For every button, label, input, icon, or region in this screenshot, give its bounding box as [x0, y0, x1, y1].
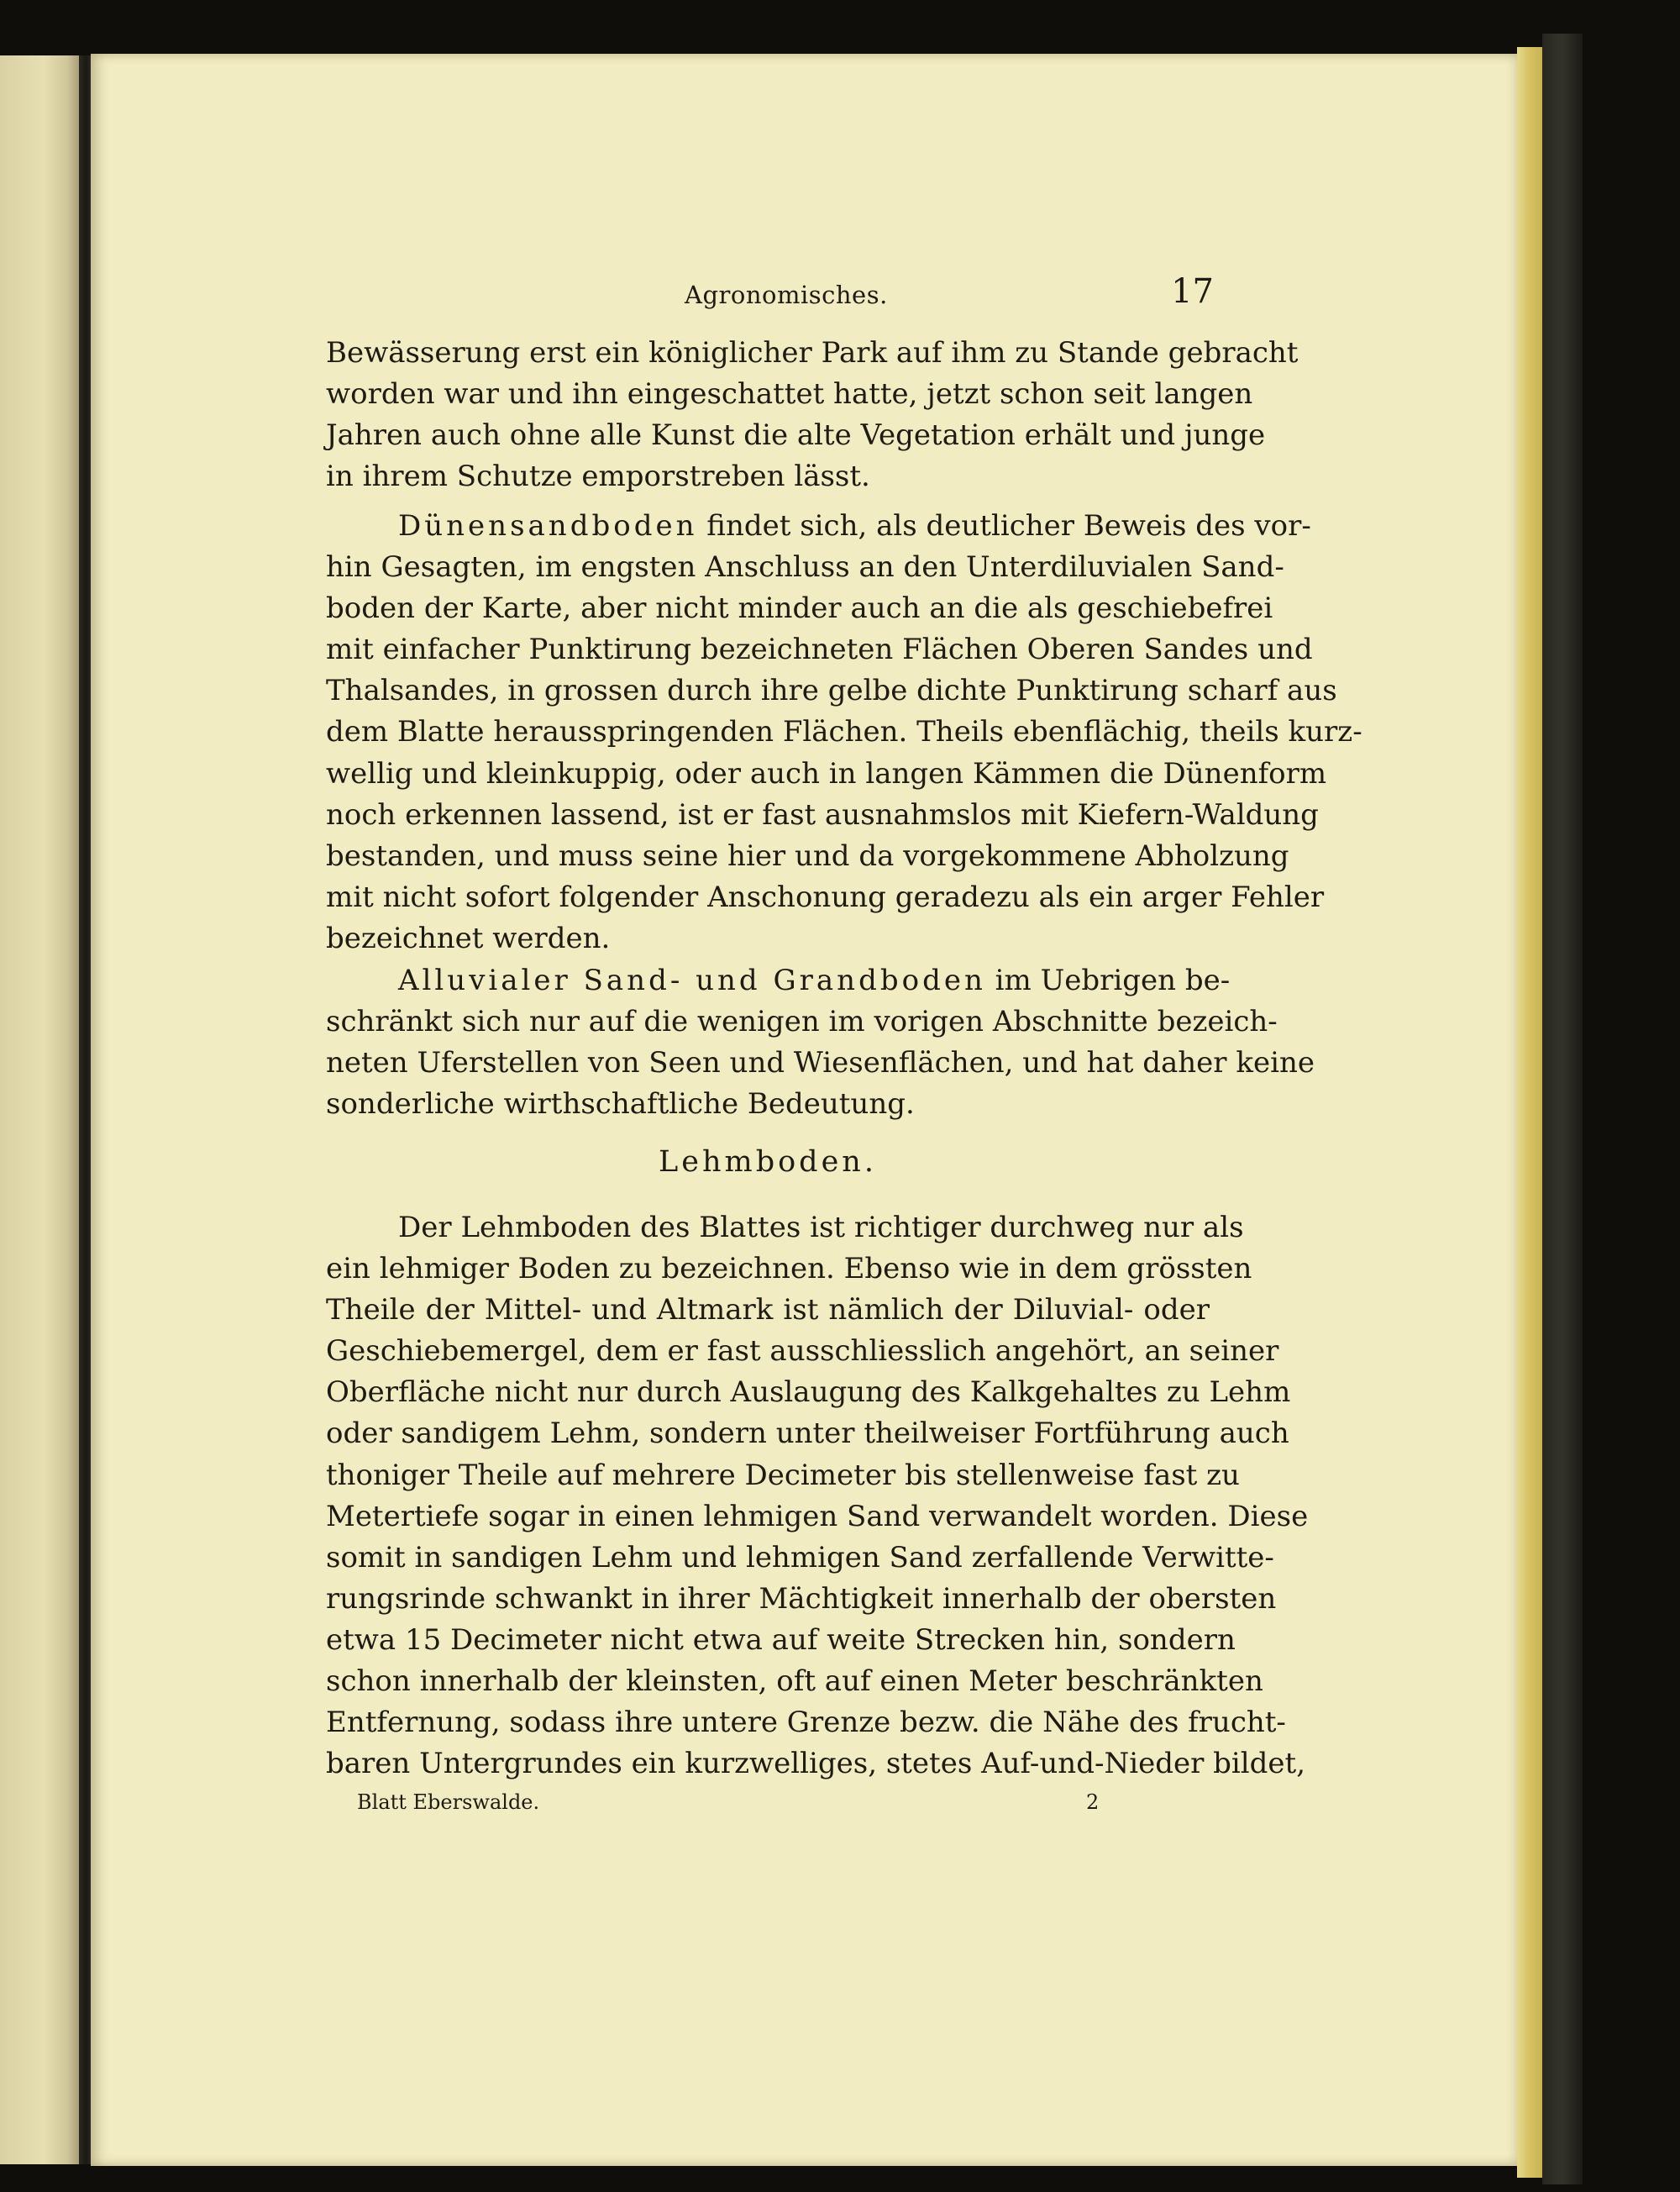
text-line: Entfernung, sodass ihre untere Grenze bezw. die Nähe des frucht-: [326, 1706, 1286, 1740]
book-cover-edge: [1542, 34, 1583, 2184]
text-line: rungsrinde schwankt in ihrer Mächtigkeit innerhalb der obersten: [326, 1581, 1277, 1616]
footer-sheet-name: Blatt Eberswalde.: [357, 1790, 540, 1814]
text-line: hin Gesagten, im engsten Anschluss an den Unterdiluvialen Sand-: [326, 550, 1284, 585]
text-line: sonderliche wirthschaftliche Bedeutung.: [326, 1087, 915, 1122]
text-line: somit in sandigen Lehm und lehmigen Sand zerfallende Verwitte-: [326, 1540, 1274, 1574]
text-line: Jahren auch ohne alle Kunst die alte Vegetation erhält und junge: [326, 418, 1266, 453]
text-line: bestanden, und muss seine hier und da vorgekommene Abholzung: [326, 838, 1289, 873]
text-line: mit einfacher Punktirung bezeichneten Flächen Oberen Sandes und: [326, 633, 1313, 667]
text-segment: findet sich, als deutlicher Beweis des vor-: [697, 509, 1311, 543]
text-line: neten Uferstellen von Seen und Wiesenflächen, und hat daher keine: [326, 1046, 1315, 1080]
text-line: in ihrem Schutze emporstreben lässt.: [326, 460, 870, 494]
text-line: [326, 506, 1311, 547]
text-line: Bewässerung erst ein königlicher Park auf ihm zu Stande gebracht: [326, 336, 1299, 370]
page-footer: [357, 1790, 1113, 1814]
paragraph-continuation: [326, 333, 1299, 497]
paragraph-duenensandboden: [326, 506, 1362, 959]
text-line: bezeichnet werden.: [326, 921, 611, 955]
paragraph-alluvialer-sand: [326, 960, 1315, 1125]
text-line: schon innerhalb der kleinsten, oft auf einen Meter beschränkten: [326, 1664, 1263, 1699]
text-line: Thalsandes, in grossen durch ihre gelbe dichte Punktirung scharf aus: [326, 674, 1337, 708]
paragraph-lehmboden: [326, 1207, 1309, 1785]
text-line: Geschiebemergel, dem er fast ausschliesslich angehört, an seiner: [326, 1334, 1279, 1369]
text-line: schränkt sich nur auf die wenigen im vorigen Abschnitte bezeich-: [326, 1005, 1278, 1039]
text-line: oder sandigem Lehm, sondern unter theilweiser Fortführung auch: [326, 1417, 1289, 1451]
text-line: mit nicht sofort folgender Anschonung geradezu als ein arger Fehler: [326, 880, 1325, 914]
text-line: [326, 960, 1231, 1001]
text-line: etwa 15 Decimeter nicht etwa auf weite Strecken hin, sondern: [326, 1622, 1236, 1657]
spaced-term: Alluvialer Sand- und Grandboden: [398, 964, 986, 997]
text-line: dem Blatte herausspringenden Flächen. Theils ebenflächig, theils kurz-: [326, 715, 1362, 749]
left-page-edge: [0, 55, 79, 2164]
text-line: noch erkennen lassend, ist er fast ausnahmslos mit Kiefern-Waldung: [326, 797, 1319, 832]
text-line: worden war und ihn eingeschattet hatte, jetzt schon seit langen: [326, 377, 1253, 412]
running-head-title: Agronomisches.: [685, 281, 888, 309]
page-edge-gilt: [1517, 47, 1542, 2178]
signature-mark: 2: [1086, 1790, 1100, 1814]
section-heading: Lehmboden.: [659, 1145, 877, 1179]
text-line: Theile der Mittel- und Altmark ist nämlich der Diluvial- oder: [326, 1293, 1210, 1327]
page-number: 17: [1171, 272, 1214, 311]
text-line: boden der Karte, aber nicht minder auch an die als geschiebefrei: [326, 591, 1273, 626]
spaced-term: Dünensandboden: [398, 509, 698, 543]
text-line: Der Lehmboden des Blattes ist richtiger durchweg nur als: [398, 1211, 1244, 1244]
text-line: wellig und kleinkuppig, oder auch in langen Kämmen die Dünenform: [326, 756, 1327, 791]
text-line: ein lehmiger Boden zu bezeichnen. Ebenso wie in dem grössten: [326, 1252, 1252, 1286]
running-head: [328, 272, 1214, 319]
text-line: Metertiefe sogar in einen lehmigen Sand verwandelt worden. Diese: [326, 1499, 1309, 1533]
text-line: Oberfläche nicht nur durch Auslaugung des Kalkgehaltes zu Lehm: [326, 1375, 1291, 1410]
text-line: baren Untergrundes ein kurzwelliges, stetes Auf-und-Nieder bildet,: [326, 1747, 1306, 1781]
text-segment: im Uebrigen be-: [985, 964, 1231, 997]
text-line: thoniger Theile auf mehrere Decimeter bis stellenweise fast zu: [326, 1458, 1240, 1492]
